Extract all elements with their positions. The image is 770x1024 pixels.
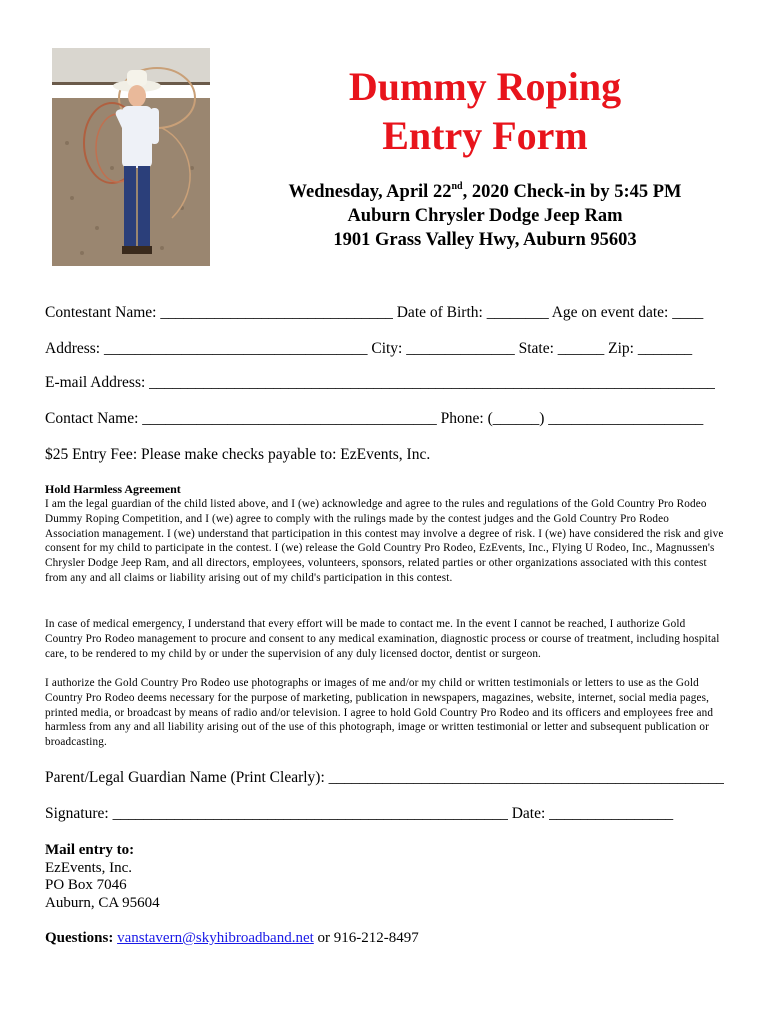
questions-line bbox=[45, 930, 419, 947]
questions-label: Questions: bbox=[45, 930, 114, 946]
hold-harmless-paragraph-3: I authorize the Gold Country Pro Rodeo use photographs or images of me and/or my child or written testimonials or letters to use as the Gold Country Pro Rodeo deems necessary for the purpose of marketing, publication in newspapers, magazines, website, internet, social media pages, printed media, or broadcast by means of radio and/or television. I agree to hold Gold Country Pro Rodeo and its officers and employees free and harmless from any and all liability arising out of the use of this photograph, image or written testimonial or letter and subsequent publication or broadcasting. bbox=[45, 677, 714, 749]
hold-harmless-paragraph-2: In case of medical emergency, I understand that every effort will be made to contact me. In the event I cannot be reached, I authorize Gold Country Pro Rodeo management to procure and consent to any medical examination, diagnostic process or course of treatment, including hospital care, to be rendered to my child by or under the supervision of any duly licensed doctor, dentist or surgeon. bbox=[45, 618, 720, 660]
event-address: 1901 Grass Valley Hwy, Auburn 95603 bbox=[333, 230, 637, 250]
event-venue: Auburn Chrysler Dodge Jeep Ram bbox=[347, 206, 623, 226]
mail-line-2: PO Box 7046 bbox=[45, 877, 127, 893]
roper-photo bbox=[52, 48, 210, 266]
mail-heading: Mail entry to: bbox=[45, 842, 135, 858]
address-fields[interactable]: Address: __________________________________ City: ______________ State: ______ Zip: _______ bbox=[45, 340, 693, 357]
signature-field[interactable]: Signature: ___________________________________________________ Date: ________________ bbox=[45, 805, 674, 822]
contact-phone: or 916-212-8497 bbox=[317, 930, 419, 946]
mail-line-1: EzEvents, Inc. bbox=[45, 860, 133, 876]
hold-harmless-paragraph-1: I am the legal guardian of the child listed above, and I (we) acknowledge and agree to the rules and regulations of the Gold Country Pro Rodeo Dummy Roping Competition, and I (we) agree to comply with the rulings made by the contest judges and the Gold Country Pro Rodeo Association management. I (we) understand that participation in this contest may involve a degree of risk. I (we) have considered the risk and give consent for my child to participate in the contest. I (we) release the Gold Country Pro Rodeo, EzEvents, Inc., Flying U Rodeo, Inc., Magnussen's Chrysler Dodge Jeep Ram, and all directors, employees, volunteers, sponsors, related parties or other organizations associated with this contest from any and all claims or liability arising out of my child's participation in this contest. bbox=[45, 498, 724, 584]
email-field[interactable]: E-mail Address: _________________________________________________________________________ bbox=[45, 374, 715, 391]
contact-fields[interactable]: Contact Name: ______________________________________ Phone: (______) ____________________ bbox=[45, 410, 704, 427]
event-date bbox=[240, 180, 730, 204]
entry-fee-note: $25 Entry Fee: Please make checks payable to: EzEvents, Inc. bbox=[45, 446, 431, 463]
contact-email-link[interactable]: vanstavern@skyhibroadband.net bbox=[117, 930, 314, 946]
event-date-prefix: Wednesday, April 22 bbox=[288, 182, 452, 202]
guardian-name-field[interactable]: Parent/Legal Guardian Name (Print Clearly): ___________________________________________________ bbox=[45, 769, 724, 786]
event-date-suffix: , 2020 Check-in by 5:45 PM bbox=[462, 182, 682, 202]
title-line1: Dummy Roping bbox=[348, 64, 622, 109]
mail-line-3: Auburn, CA 95604 bbox=[45, 895, 160, 911]
contestant-fields[interactable]: Contestant Name: ______________________________ Date of Birth: ________ Age on event date: ____ bbox=[45, 304, 704, 321]
title-line2: Entry Form bbox=[382, 113, 588, 158]
hold-harmless-heading: Hold Harmless Agreement bbox=[45, 482, 181, 496]
event-date-ordinal: nd bbox=[451, 181, 463, 192]
